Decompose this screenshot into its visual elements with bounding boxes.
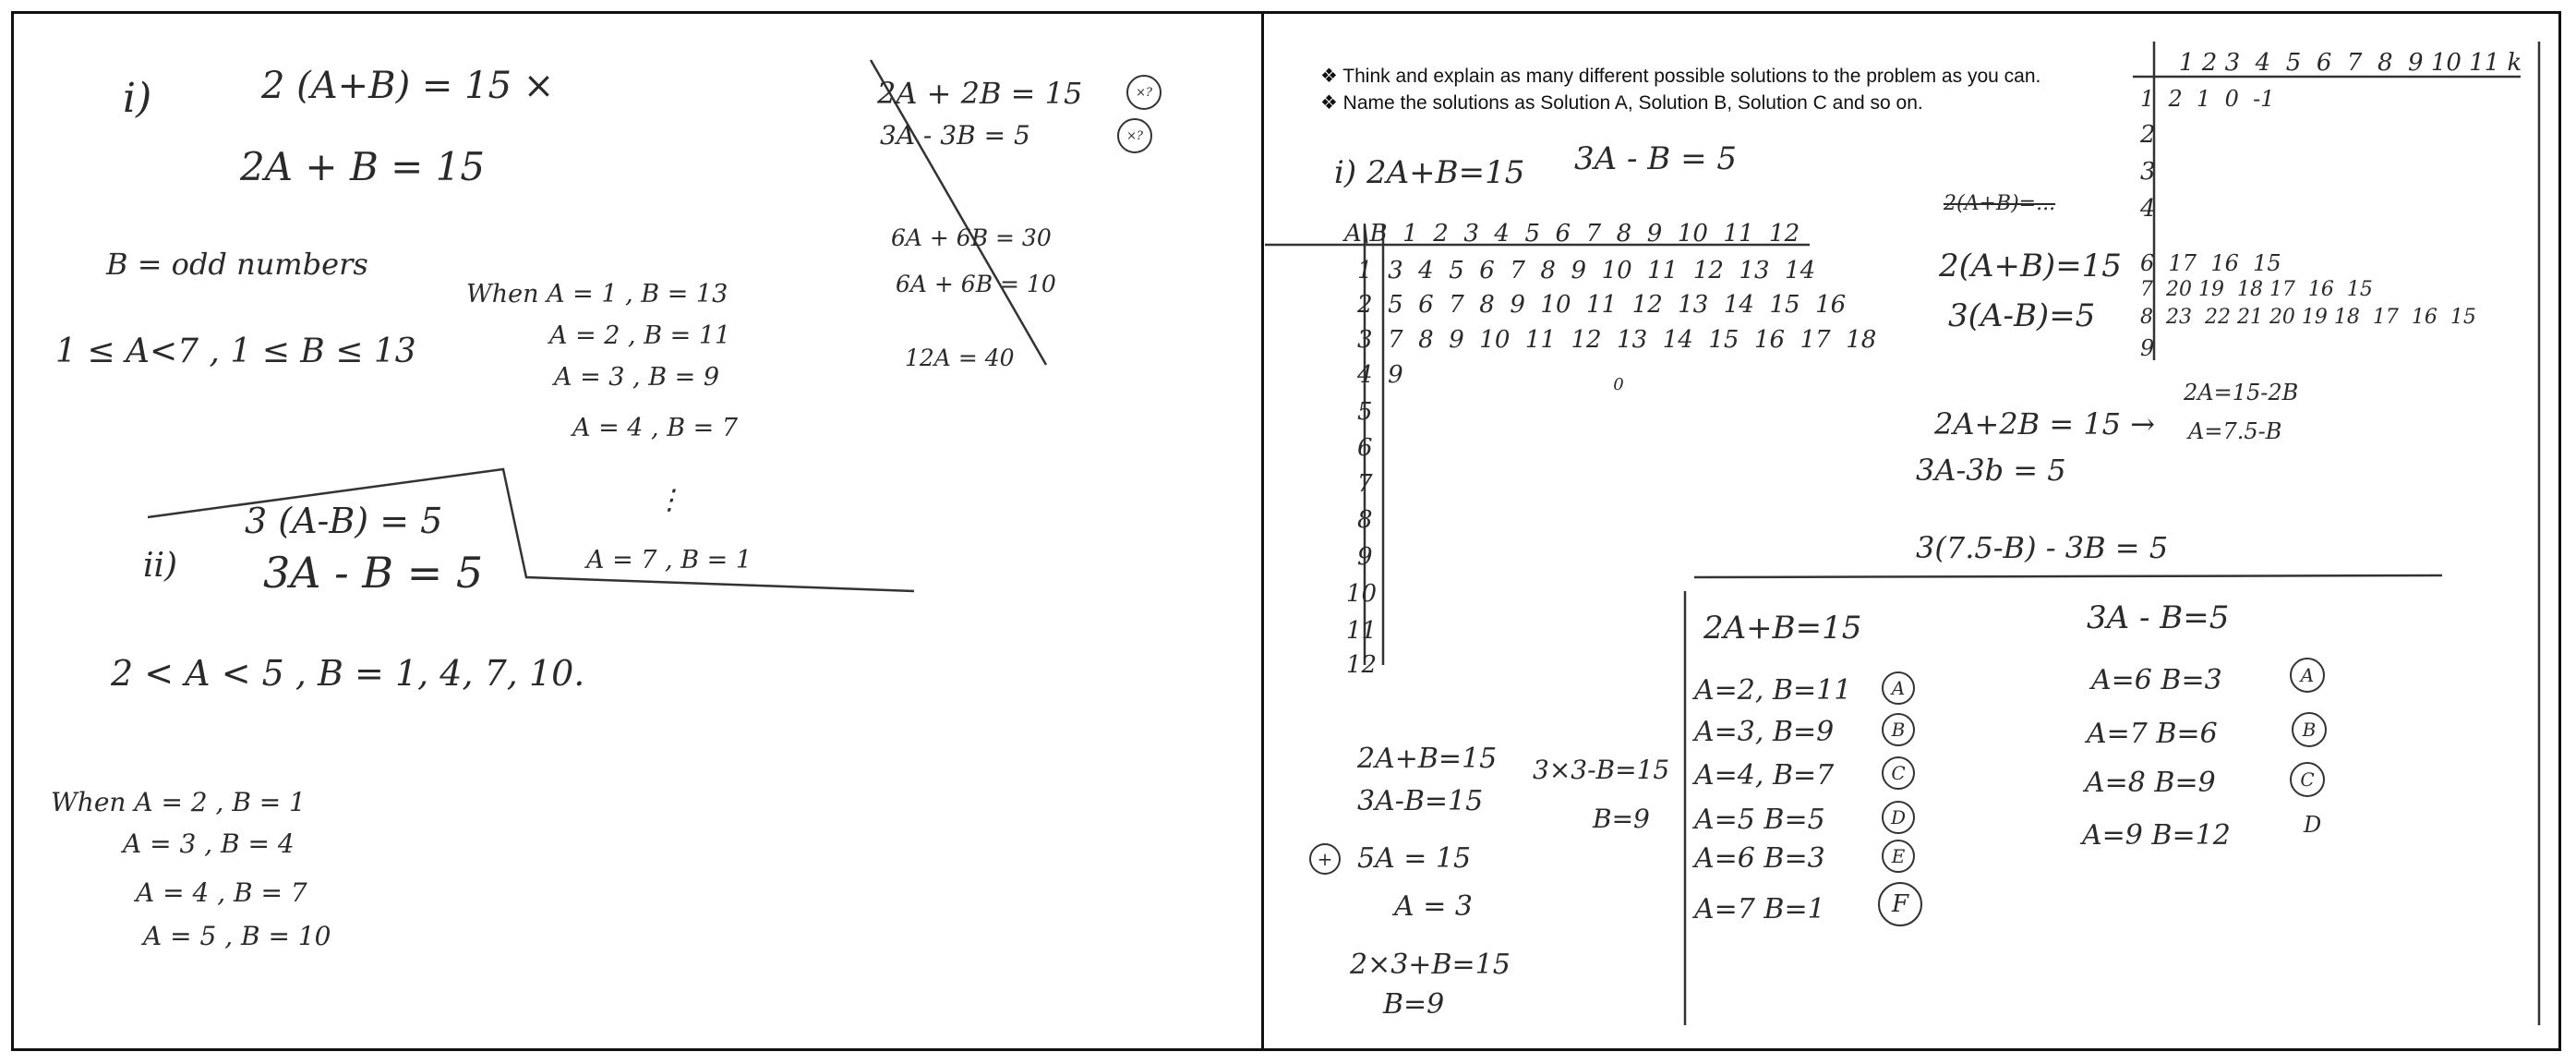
top-table-row-6: 6 17 16 15	[2140, 250, 2281, 276]
sub-eq-2: B=9	[1593, 804, 1650, 834]
solution-row-col2-4: A=9 B=12	[2082, 819, 2231, 852]
solution-tag-col1-4: D	[1882, 801, 1915, 834]
when-row-3: A = 3 , B = 9	[554, 363, 720, 392]
check-mark-circle-2: ×?	[1117, 118, 1152, 153]
value-table-row-6: 6	[1357, 434, 1373, 462]
check-mark-circle-1: ×?	[1126, 75, 1162, 110]
solution-tag-col1-6: F	[1878, 882, 1922, 926]
eq-3ab-5: 3 (A-B) = 5	[245, 501, 443, 541]
solution-tag-col1-1: A	[1882, 671, 1915, 705]
elim-eq-6: B=9	[1383, 988, 1445, 1021]
value-table-row-2: 2 5 6 7 8 9 10 11 12 13 14 15 16	[1357, 291, 1847, 319]
plus-circle: +	[1309, 843, 1341, 875]
solution-row-col1-5: A=6 B=3	[1694, 842, 1825, 875]
top-table-header: 1 2 3 4 5 6 7 8 9 10 11 k	[2179, 49, 2522, 77]
solution-tag-col1-5: E	[1882, 840, 1915, 873]
mid-eq-3: 2A+2B = 15 →	[1934, 406, 2156, 441]
solutions-col1-title: 2A+B=15	[1703, 610, 1862, 647]
top-table-row-7: 7 20 19 18 17 16 15	[2140, 278, 2373, 301]
solution-tag-col2-1: A	[2290, 658, 2325, 693]
right-eq-4: 6A + 6B = 10	[896, 271, 1056, 297]
top-table-row-1: 1 2 1 0 -1	[2140, 86, 2275, 112]
value-table-row-11: 11	[1346, 617, 1378, 645]
crossed-scribble: 2(A+B)=...	[1944, 192, 2056, 215]
side-eq-2: A=7.5-B	[2188, 418, 2282, 444]
value-table-header: A\B 1 2 3 4 5 6 7 8 9 10 11 12	[1344, 220, 1800, 248]
value-table-row-8: 8	[1357, 506, 1373, 534]
solution-row-col1-3: A=4, B=7	[1694, 759, 1835, 792]
eq-2a-b-15: 2A + B = 15	[240, 144, 486, 189]
top-table-row-2: 2	[2140, 121, 2156, 149]
range-note-1: 1 ≤ A<7 , 1 ≤ B ≤ 13	[55, 332, 416, 370]
solution-tag-col1-3: C	[1882, 756, 1915, 790]
instruction-bullet-1: ❖ Think and explain as many different possible solutions to the problem as you can.	[1320, 66, 2041, 87]
solution-row-col1-4: A=5 B=5	[1694, 804, 1825, 836]
when-row-2: A = 2 , B = 11	[549, 321, 731, 350]
value-table-row-4: 4 9	[1357, 361, 1403, 389]
mid-eq-2: 3(A-B)=5	[1948, 297, 2096, 334]
side-eq-1: 2A=15-2B	[2184, 380, 2299, 405]
solution-row-col2-1: A=6 B=3	[2091, 664, 2222, 696]
solution-tag-col2-3: C	[2290, 762, 2325, 797]
value-table-row-7: 7	[1357, 470, 1373, 498]
instruction-bullet-2: ❖ Name the solutions as Solution A, Solution B, Solution C and so on.	[1320, 92, 1923, 114]
value-table-row-5: 5	[1357, 398, 1373, 426]
elim-eq-5: 2×3+B=15	[1350, 949, 1511, 981]
solution-tag-col1-2: B	[1882, 713, 1915, 746]
solution-row-col2-2: A=7 B=6	[2087, 718, 2218, 750]
elim-eq-3: 5A = 15	[1357, 842, 1472, 875]
when2-row-3: A = 4 , B = 7	[136, 877, 307, 908]
right-eq-3: 6A + 6B = 30	[891, 224, 1052, 251]
part-i-label: i)	[123, 75, 152, 122]
mid-eq-5: 3(7.5-B) - 3B = 5	[1916, 530, 2169, 565]
value-table-row-1: 1 3 4 5 6 7 8 9 10 11 12 13 14	[1357, 257, 1816, 284]
right-eq-1: 2A + 2B = 15	[877, 76, 1083, 111]
right-eq-5: 12A = 40	[905, 345, 1015, 371]
top-table-row-3: 3	[2140, 158, 2156, 186]
value-table-row-10: 10	[1346, 580, 1378, 608]
solution-row-col2-3: A=8 B=9	[2085, 767, 2216, 799]
mid-eq-4: 3A-3b = 5	[1916, 453, 2066, 488]
value-table-row-3: 3 7 8 9 10 11 12 13 14 15 16 17 18	[1357, 326, 1877, 354]
solution-tag-col2-4: D	[2304, 812, 2322, 838]
when-row-1: When A = 1 , B = 13	[466, 280, 728, 308]
when2-row-1: When A = 2 , B = 1	[51, 787, 306, 817]
eq-2ab-15: 2 (A+B) = 15 ×	[261, 65, 555, 107]
top-table-row-9: 9	[2140, 335, 2155, 361]
elim-eq-1: 2A+B=15	[1357, 743, 1498, 775]
b-odd-note: B = odd numbers	[106, 247, 368, 282]
solution-row-col1-6: A=7 B=1	[1694, 893, 1825, 925]
eq-i-2a-b-15: i) 2A+B=15	[1334, 154, 1525, 191]
solution-row-col1-2: A=3, B=9	[1694, 716, 1835, 748]
when-row-last: A = 7 , B = 1	[586, 546, 752, 574]
elim-eq-2: 3A-B=15	[1357, 785, 1484, 817]
top-table-row-4: 4	[2140, 195, 2156, 223]
value-table-row-12: 12	[1346, 651, 1378, 679]
when-row-4: A = 4 , B = 7	[572, 414, 739, 442]
sub-eq-1: 3×3-B=15	[1533, 755, 1670, 785]
ellipsis: ⋮	[656, 484, 683, 516]
top-table-row-8: 8 23 22 21 20 19 18 17 16 15	[2140, 306, 2476, 329]
solutions-col2-title: 3A - B=5	[2087, 599, 2230, 636]
left-worksheet	[14, 14, 1260, 1048]
part-ii-label: ii)	[143, 547, 178, 585]
right-eq-2: 3A - 3B = 5	[880, 120, 1030, 151]
solution-row-col1-1: A=2, B=11	[1694, 674, 1852, 707]
mid-eq-1: 2(A+B)=15	[1939, 248, 2122, 284]
when2-row-2: A = 3 , B = 4	[123, 828, 295, 859]
right-worksheet	[1265, 14, 2558, 1048]
when2-row-4: A = 5 , B = 10	[143, 921, 331, 951]
range-note-2: 2 < A < 5 , B = 1, 4, 7, 10.	[111, 653, 585, 694]
elim-eq-4: A = 3	[1394, 890, 1473, 923]
circled-zero: 0	[1613, 374, 1624, 394]
solution-tag-col2-2: B	[2292, 712, 2327, 747]
eq-3a-b-5: 3A - B = 5	[263, 548, 484, 598]
panel-divider	[1261, 11, 1264, 1051]
value-table-row-9: 9	[1357, 543, 1373, 571]
eq-3a-b-5: 3A - B = 5	[1574, 140, 1738, 177]
